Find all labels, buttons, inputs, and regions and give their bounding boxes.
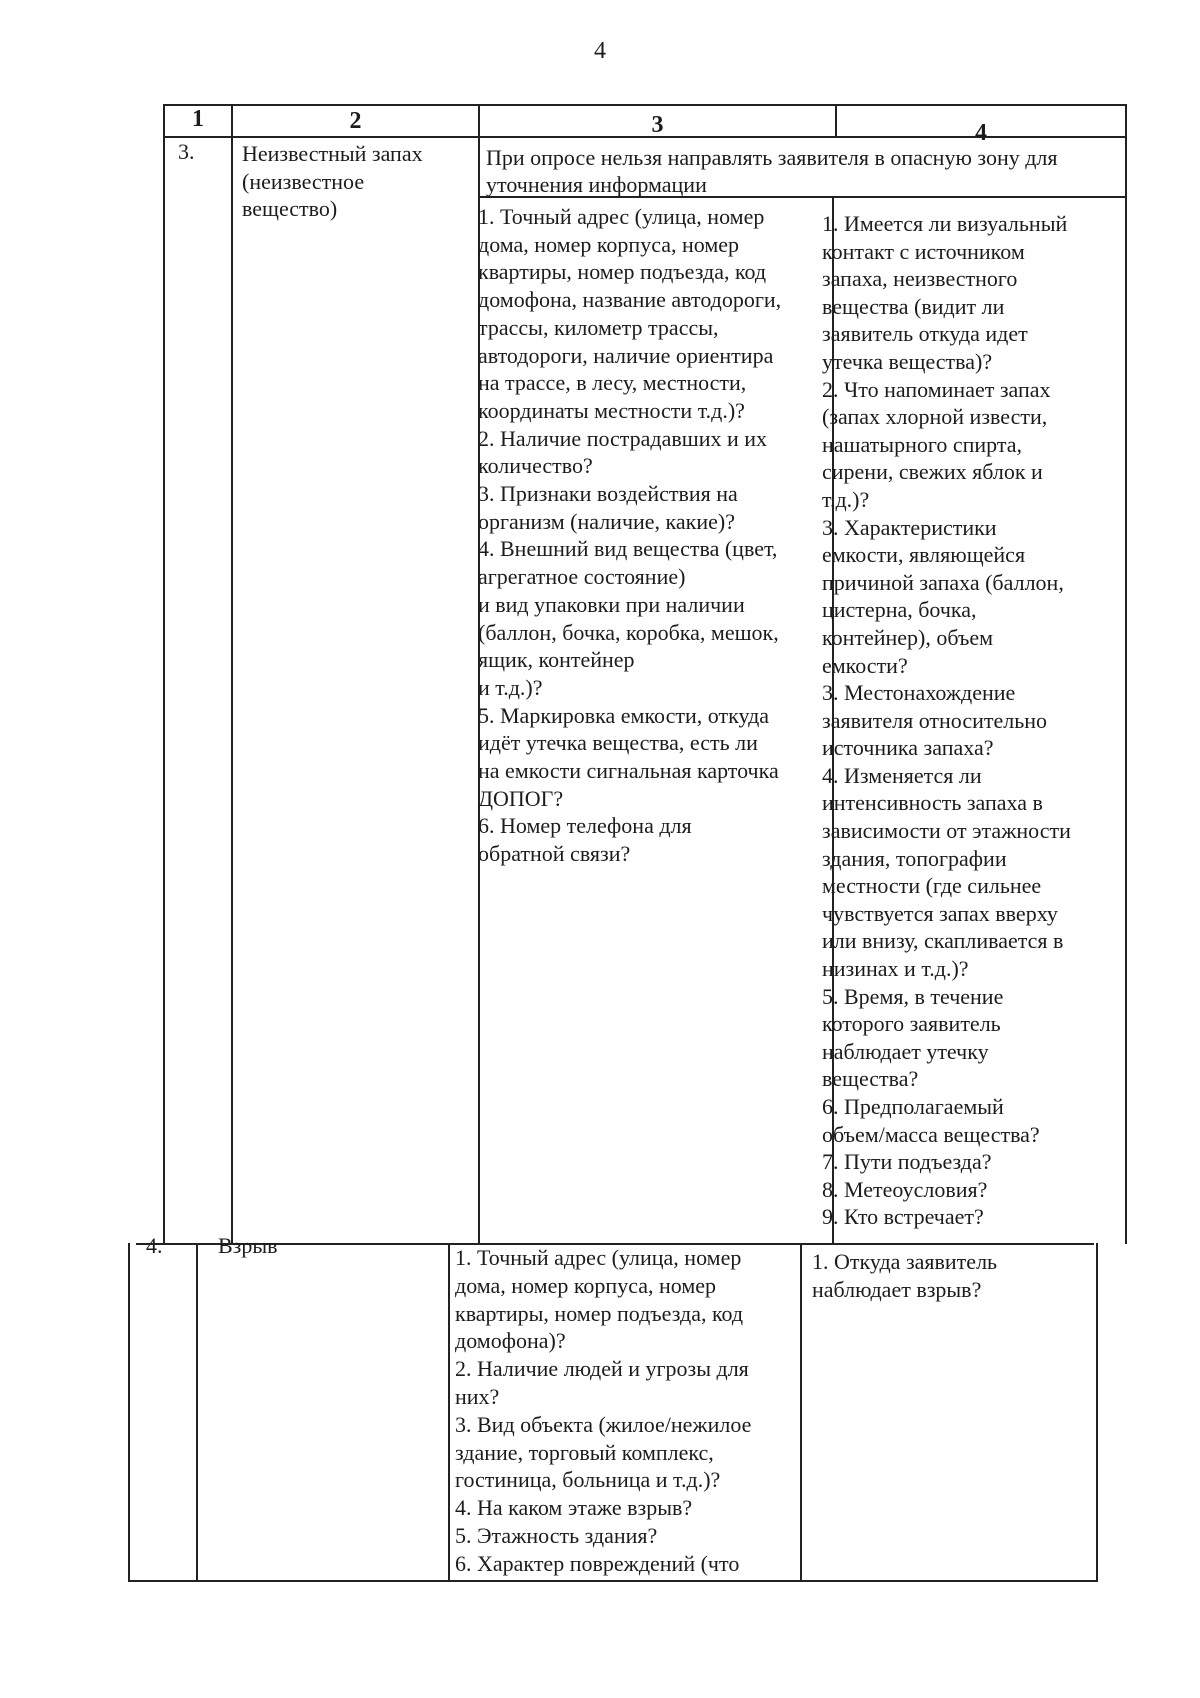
page-number: 4 — [594, 38, 606, 64]
table-right-border — [1125, 104, 1127, 1244]
col2-col3-divider-lower — [448, 1243, 450, 1581]
table-bottom-border — [128, 1580, 1098, 1582]
col1-col2-divider — [231, 104, 233, 1244]
table-right-border-lower — [1096, 1243, 1098, 1581]
col1-col2-divider-lower — [196, 1243, 198, 1581]
row-3-name: Неизвестный запах (неизвестное вещество) — [242, 141, 423, 221]
header-col-1: 1 — [192, 106, 204, 132]
row-3-note: При опросе нельзя направлять заявителя в опасную зону для уточнения информации — [486, 145, 1058, 197]
row-4-col3-questions: 1. Точный адрес (улица, номер дома, номер корпуса, номер квартиры, номер подъезда, код домофона)? 2. Наличие людей и угрозы для них? 3. Вид объекта (жилое/нежилое здание, торговый комплекс, гостиница, больница и т.д.)? 4. На каком этаже взрыв? 5. Этажность здания? 6. Характер повреждений (что — [455, 1245, 752, 1576]
table-top-border — [163, 104, 1127, 106]
row-4-name: Взрыв — [218, 1233, 278, 1258]
row-4-number: 4. — [146, 1233, 163, 1258]
row-3-col3-questions: 1. Точный адрес (улица, номер дома, номер корпуса, номер квартиры, номер подъезда, код домофона, название автодороги, трассы, километр трассы, автодороги, наличие ориентира на трассе, в лесу, местности, координаты местности т.д.)? 2. Наличие пострадавших и их количество? 3. Признаки воздействия на организм (наличие, какие)? 4. Внешний вид вещества (цвет, агрегатное состояние) и вид упаковки при наличии (баллон, бочка, коробка, мешок, ящик, контейнер и т.д.)? 5. Маркировка емкости, откуда идёт утечка вещества, есть ли на емкости сигнальная карточка ДОПОГ? 6. Номер телефона для обратной связи? — [478, 204, 782, 867]
header-col-4: 4 — [975, 120, 987, 146]
header-col-2: 2 — [349, 108, 362, 134]
table-left-border-lower — [128, 1243, 130, 1581]
row-3-col4-questions: 1. Имеется ли визуальный контакт с источником запаха, неизвестного вещества (видит ли заявитель откуда идет утечка вещества)? 2. Что напоминает запах (запах хлорной извести, нашатырного спирта, сирени, свежих яблок и т.д.)? 3. Характеристики емкости, являющейся причиной запаха (баллон, цистерна, бочка, контейнер), объем емкости? 3. Местонахождение заявителя относительно источника запаха? 4. Изменяется ли интенсивность запаха в зависимости от этажности здания, топографии местности (где сильнее чувствуется запах вверху или внизу, скапливается в низинах и т.д.)? 5. Время, в течение которого заявитель наблюдает утечку вещества? 6. Предполагаемый объем/масса вещества? 7. Пути подъезда? 8. Метеоусловия? 9. Кто встречает? — [822, 211, 1071, 1230]
table-left-border — [163, 104, 165, 1244]
row-4-col4-questions: 1. Откуда заявитель наблюдает взрыв? — [812, 1249, 998, 1302]
header-col-3: 3 — [651, 112, 664, 138]
row-3-number: 3. — [178, 139, 195, 164]
col3-col4-divider-lower — [800, 1243, 802, 1581]
